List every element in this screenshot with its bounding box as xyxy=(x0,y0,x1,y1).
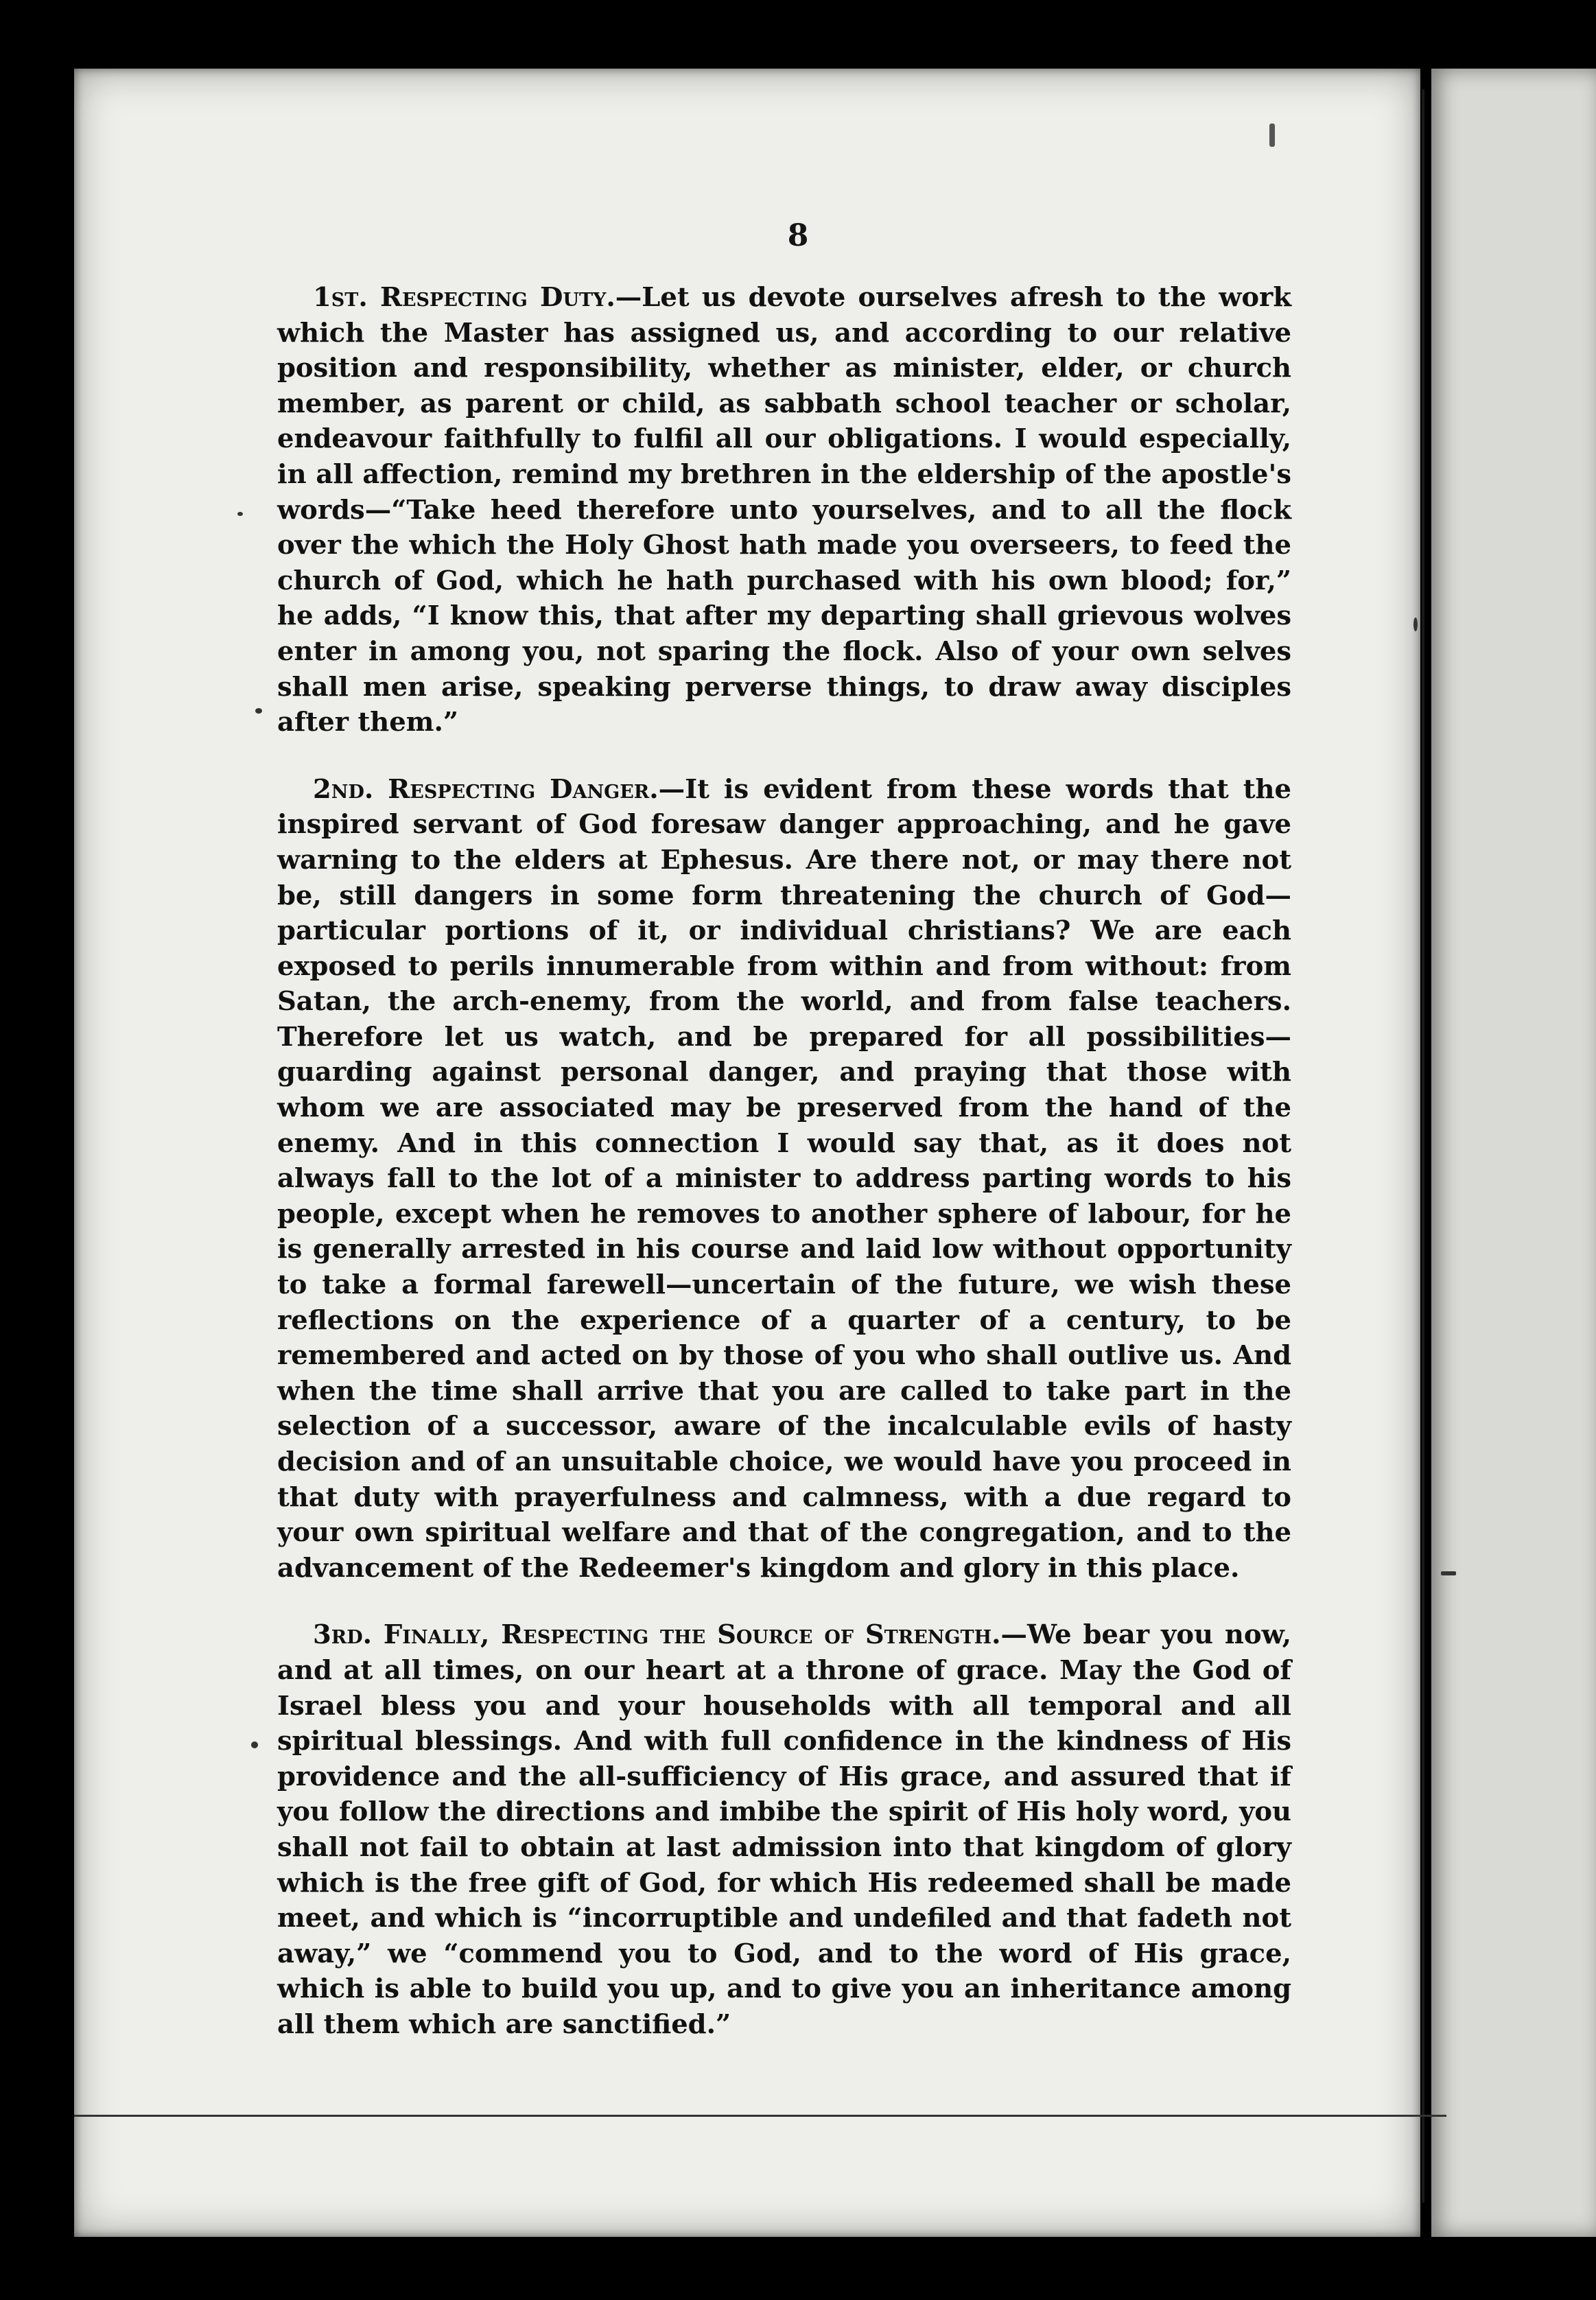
scan-speck xyxy=(251,1741,258,1748)
section-heading: 1st. Respecting Duty. xyxy=(313,282,615,313)
page-number: 8 xyxy=(787,218,809,253)
section-danger xyxy=(277,772,1291,1586)
section-body: —We bear you now, and at all times, on our heart at a throne of grace. May the God of Israel bless you and your households with all temporal and all spiritual blessings. And with full confidence in the kindness of His providence and the all-sufficiency of His grace, and assured that if you follow the directions and imbibe the spirit of His holy word, you shall not fail to obtain at last admission into that kingdom of glory which is the free gift of God, for which His redeemed shall be made meet, and which is “incorruptible and undefiled and that fadeth not away,” we “commend you to God, and to the word of His grace, which is able to build you up, and to give you an inheritance among all them which are sanctified.” xyxy=(277,1619,1291,2040)
scan-speck xyxy=(1269,124,1275,147)
section-duty xyxy=(277,280,1291,740)
section-body: —Let us devote ourselves afresh to the work which the Master has assigned us, and according to our relative position and responsibility, whether as minister, elder, or church member, as parent or child, as sabbath school teacher or scholar, endeavour faithfully to fulfil all our obligations. I would especially, in all affection, remind my brethren in the eldership of the apostle's words—“Take heed therefore unto yourselves, and to all the flock over the which the Holy Ghost hath made you overseers, to feed the church of God, which he hath purchased with his own blood; for,” he adds, “I know this, that after my departing shall grievous wolves enter in among you, not sparing the flock. Also of your own selves shall men arise, speaking perverse things, to draw away disciples after them.” xyxy=(277,282,1291,738)
section-heading: 2nd. Respecting Danger. xyxy=(313,773,659,805)
scan-speck xyxy=(255,708,262,714)
section-strength xyxy=(277,1617,1291,2042)
section-body: —It is evident from these words that the inspired servant of God foresaw danger approaching, and he gave warning to the elders at Ephesus. Are there not, or may there not be, still dangers in some form threatening the church of God—particular portions of it, or individual christians? We are each exposed to perils innumerable from within and from without: from Satan, the arch-enemy, from the world, and from false teachers. Therefore let us watch, and be prepared for all possibilities—guarding against personal danger, and praying that those with whom we are associated may be preserved from the hand of the enemy. And in this connection I would say that, as it does not always fall to the lot of a minister to address parting words to his people, except when he removes to another sphere of labour, for he is generally arrested in his course and laid low without opportunity to take a formal farewell—uncertain of the future, we wish these reflections on the experience of a quarter of a century, to be remembered and acted on by those of you who shall outlive us. And when the time shall arrive that you are called to take part in the selection of a successor, aware of the incalculable evils of hasty decision and of an unsuitable choice, we would have you proceed in that duty with prayerfulness and calmness, with a due regard to your own spiritual welfare and that of the congregation, and to the advancement of the Redeemer's kingdom and glory in this place. xyxy=(277,773,1291,1584)
scan-speck xyxy=(237,512,243,516)
gutter-shadow xyxy=(1422,89,1424,2203)
scan-speck xyxy=(1413,618,1418,631)
section-heading: 3rd. Finally, Respecting the Source of Strength. xyxy=(313,1619,1001,1651)
document-body xyxy=(277,280,1291,2043)
scan-speck xyxy=(1441,1571,1456,1575)
facing-page-edge xyxy=(1431,69,1596,2237)
bottom-border-line xyxy=(74,2115,1446,2117)
